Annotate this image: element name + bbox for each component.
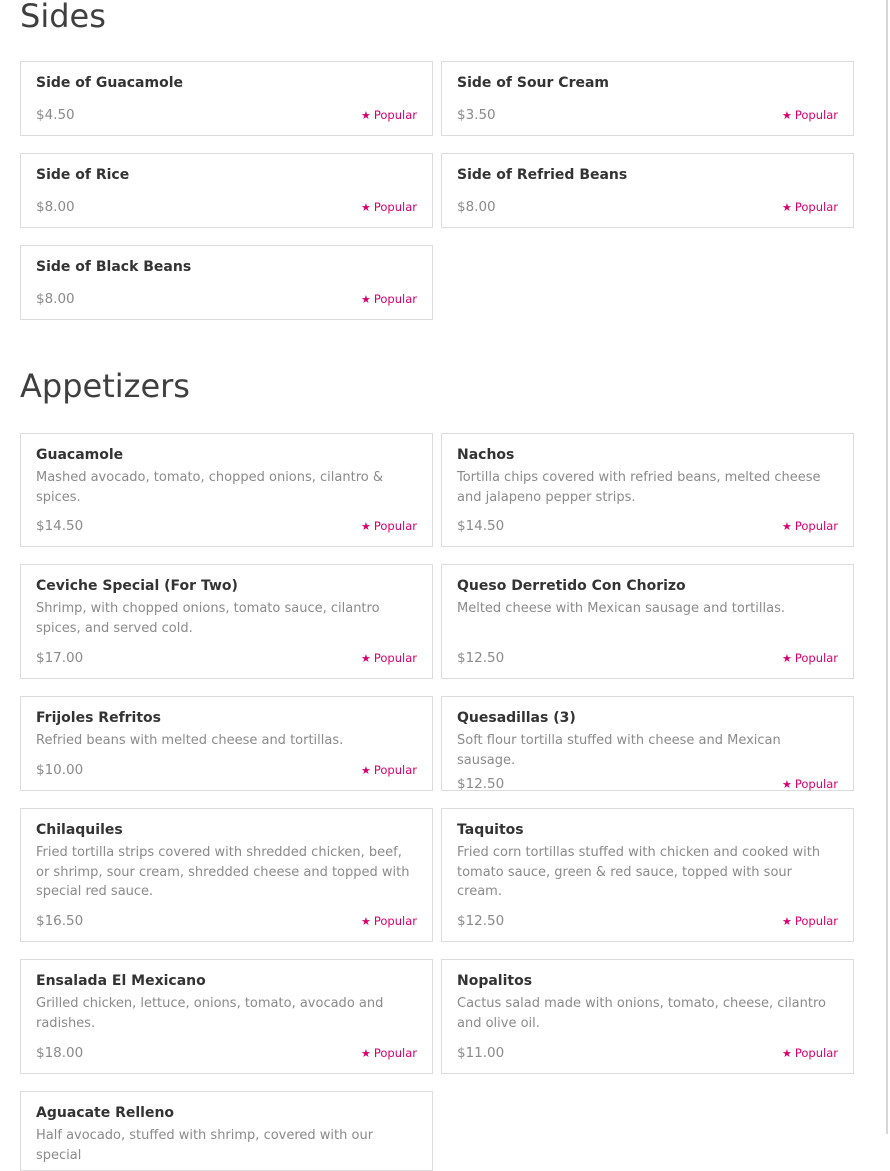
menu-item-card[interactable] xyxy=(20,808,433,942)
popular-badge xyxy=(361,914,417,928)
star-icon: ★ xyxy=(782,651,792,665)
popular-badge xyxy=(782,200,838,214)
menu-item-card[interactable] xyxy=(441,808,854,942)
popular-badge xyxy=(361,108,417,122)
item-footer xyxy=(36,756,417,778)
item-description: Soft flour tortilla stuffed with cheese and Mexican sausage. xyxy=(457,733,781,768)
item-footer xyxy=(36,512,417,534)
section-title-appetizers: Appetizers xyxy=(20,367,190,405)
item-price: $16.50 xyxy=(36,913,84,929)
popular-badge xyxy=(782,108,838,122)
star-icon: ★ xyxy=(361,1046,371,1060)
star-icon: ★ xyxy=(782,519,792,533)
star-icon: ★ xyxy=(361,200,371,214)
item-name: Guacamole xyxy=(36,447,124,463)
item-footer xyxy=(36,101,417,123)
item-description: Fried tortilla strips covered with shredded chicken, beef, or shrimp, sour cream, shredded cheese and topped with special red sauce. xyxy=(36,845,410,899)
star-icon: ★ xyxy=(361,108,371,122)
badge-label: Popular xyxy=(794,519,838,533)
menu-item-card[interactable] xyxy=(441,61,854,136)
item-price: $4.50 xyxy=(36,107,75,123)
badge-label: Popular xyxy=(373,651,417,665)
item-footer xyxy=(36,644,417,666)
item-price: $8.00 xyxy=(36,199,75,215)
item-footer xyxy=(36,1039,417,1061)
item-price: $14.50 xyxy=(36,518,84,534)
popular-badge xyxy=(361,1046,417,1060)
item-name: Ensalada El Mexicano xyxy=(36,973,206,989)
item-footer xyxy=(36,907,417,929)
popular-badge xyxy=(361,519,417,533)
item-description: Tortilla chips covered with refried beans, melted cheese and jalapeno pepper strips. xyxy=(457,470,821,505)
menu-item-card[interactable] xyxy=(20,959,433,1074)
popular-badge xyxy=(361,292,417,306)
badge-label: Popular xyxy=(373,292,417,306)
menu-item-card[interactable] xyxy=(441,696,854,791)
popular-badge xyxy=(361,200,417,214)
menu-item-card[interactable] xyxy=(441,153,854,228)
item-description: Half avocado, stuffed with shrimp, covered with our special xyxy=(36,1128,374,1163)
item-price: $12.50 xyxy=(457,776,505,792)
star-icon: ★ xyxy=(782,777,792,791)
badge-label: Popular xyxy=(794,777,838,791)
item-price: $8.00 xyxy=(36,291,75,307)
item-name: Nachos xyxy=(457,447,515,463)
item-footer xyxy=(36,193,417,215)
badge-label: Popular xyxy=(794,651,838,665)
menu-item-card[interactable] xyxy=(20,1091,433,1171)
star-icon: ★ xyxy=(361,651,371,665)
item-name: Chilaquiles xyxy=(36,822,123,838)
item-name: Taquitos xyxy=(457,822,524,838)
menu-item-card[interactable] xyxy=(441,959,854,1074)
badge-label: Popular xyxy=(373,519,417,533)
badge-label: Popular xyxy=(373,108,417,122)
item-footer xyxy=(457,193,838,215)
appetizers-grid xyxy=(20,433,854,1171)
popular-badge xyxy=(361,763,417,777)
item-description: Refried beans with melted cheese and tortillas. xyxy=(36,733,344,748)
item-description: Grilled chicken, lettuce, onions, tomato, avocado and radishes. xyxy=(36,996,384,1031)
item-price: $17.00 xyxy=(36,650,84,666)
popular-badge xyxy=(782,519,838,533)
star-icon: ★ xyxy=(782,1046,792,1060)
item-name: Ceviche Special (For Two) xyxy=(36,578,238,594)
item-name: Side of Rice xyxy=(36,167,130,183)
item-footer xyxy=(457,1039,838,1061)
star-icon: ★ xyxy=(782,200,792,214)
star-icon: ★ xyxy=(782,914,792,928)
menu-item-card[interactable] xyxy=(20,153,433,228)
item-description: Fried corn tortillas stuffed with chicken and cooked with tomato sauce, green & red sauce, topped with sour cream. xyxy=(457,845,821,899)
menu-item-card[interactable] xyxy=(20,245,433,320)
item-price: $11.00 xyxy=(457,1045,505,1061)
item-footer xyxy=(457,907,838,929)
item-name: Aguacate Relleno xyxy=(36,1105,175,1121)
badge-label: Popular xyxy=(373,200,417,214)
item-price: $10.00 xyxy=(36,762,84,778)
item-name: Frijoles Refritos xyxy=(36,710,162,726)
popular-badge xyxy=(361,651,417,665)
menu-item-card[interactable] xyxy=(441,433,854,547)
star-icon: ★ xyxy=(361,914,371,928)
badge-label: Popular xyxy=(794,200,838,214)
item-footer xyxy=(457,512,838,534)
item-price: $3.50 xyxy=(457,107,496,123)
badge-label: Popular xyxy=(794,108,838,122)
star-icon: ★ xyxy=(361,763,371,777)
item-description: Shrimp, with chopped onions, tomato sauce, cilantro spices, and served cold. xyxy=(36,601,380,636)
popular-badge xyxy=(782,777,838,791)
star-icon: ★ xyxy=(361,292,371,306)
item-name: Nopalitos xyxy=(457,973,533,989)
item-footer xyxy=(457,101,838,123)
item-price: $14.50 xyxy=(457,518,505,534)
item-description: Mashed avocado, tomato, chopped onions, cilantro & spices. xyxy=(36,470,383,505)
item-footer xyxy=(36,285,417,307)
star-icon: ★ xyxy=(782,108,792,122)
badge-label: Popular xyxy=(373,763,417,777)
item-name: Quesadillas (3) xyxy=(457,710,576,726)
item-name: Side of Refried Beans xyxy=(457,167,628,183)
menu-item-card[interactable] xyxy=(20,433,433,547)
badge-label: Popular xyxy=(794,1046,838,1060)
item-price: $8.00 xyxy=(457,199,496,215)
item-price: $12.50 xyxy=(457,913,505,929)
item-price: $12.50 xyxy=(457,650,505,666)
badge-label: Popular xyxy=(794,914,838,928)
item-name: Side of Sour Cream xyxy=(457,75,610,91)
badge-label: Popular xyxy=(373,914,417,928)
menu-item-card[interactable] xyxy=(20,61,433,136)
menu-item-card[interactable] xyxy=(20,696,433,791)
sides-grid xyxy=(20,61,854,320)
item-name: Side of Black Beans xyxy=(36,259,192,275)
item-footer xyxy=(457,644,838,666)
item-description: Cactus salad made with onions, tomato, cheese, cilantro and olive oil. xyxy=(457,996,826,1031)
item-price: $18.00 xyxy=(36,1045,84,1061)
item-name: Queso Derretido Con Chorizo xyxy=(457,578,686,594)
popular-badge xyxy=(782,1046,838,1060)
popular-badge xyxy=(782,914,838,928)
badge-label: Popular xyxy=(373,1046,417,1060)
menu-item-card[interactable] xyxy=(441,564,854,679)
item-name: Side of Guacamole xyxy=(36,75,184,91)
section-title-sides: Sides xyxy=(20,0,106,35)
star-icon: ★ xyxy=(361,519,371,533)
menu-item-card[interactable] xyxy=(20,564,433,679)
popular-badge xyxy=(782,651,838,665)
item-footer xyxy=(457,770,838,792)
item-description: Melted cheese with Mexican sausage and tortillas. xyxy=(457,601,785,616)
